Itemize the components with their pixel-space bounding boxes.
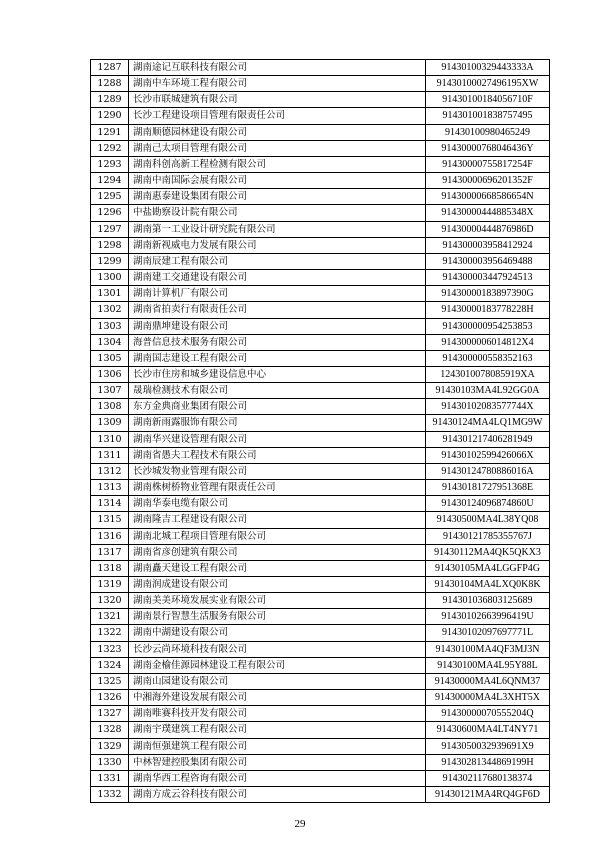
row-number: 1289 xyxy=(91,92,129,108)
company-name: 中林智建控股集团有限公司 xyxy=(129,754,426,770)
credit-code: 91430000755817254F xyxy=(426,156,550,172)
row-number: 1322 xyxy=(91,625,129,641)
company-name: 湖南唯赛科技开发有限公司 xyxy=(129,706,426,722)
company-name: 湖南国志建设工程有限公司 xyxy=(129,350,426,366)
credit-code: 91430000668586654N xyxy=(426,189,550,205)
credit-code: 914301036803125689 xyxy=(426,593,550,609)
table-row xyxy=(91,738,550,754)
credit-code: 91430104MA4LXQ0K8K xyxy=(426,577,550,593)
table-row xyxy=(91,302,550,318)
company-name: 湖南鼎坤建设有限公司 xyxy=(129,318,426,334)
company-name: 湖南建工交通建设有限公司 xyxy=(129,270,426,286)
credit-code: 91430121MA4RQ4GF6D xyxy=(426,787,550,803)
credit-code: 91430000768046436Y xyxy=(426,140,550,156)
company-name: 中盐勘察设计院有限公司 xyxy=(129,205,426,221)
table-row xyxy=(91,221,550,237)
table-row xyxy=(91,609,550,625)
company-name: 湖南润成建设有限公司 xyxy=(129,577,426,593)
company-name: 中湘海外建设发展有限公司 xyxy=(129,690,426,706)
credit-code: 91430124780886016A xyxy=(426,463,550,479)
table-row xyxy=(91,173,550,189)
row-number: 1313 xyxy=(91,480,129,496)
credit-code: 91430124096874860U xyxy=(426,496,550,512)
company-table-container xyxy=(90,59,550,803)
company-name: 湖南金榆佳源园林建设工程有限公司 xyxy=(129,657,426,673)
company-name: 湖南山园建设有限公司 xyxy=(129,673,426,689)
table-row xyxy=(91,463,550,479)
credit-code: 91430000183897390G xyxy=(426,286,550,302)
row-number: 1330 xyxy=(91,754,129,770)
credit-code: 91430121785355767J xyxy=(426,528,550,544)
company-name: 湖南顺德园林建设有限公司 xyxy=(129,124,426,140)
row-number: 1307 xyxy=(91,383,129,399)
table-row xyxy=(91,690,550,706)
row-number: 1324 xyxy=(91,657,129,673)
table-row xyxy=(91,657,550,673)
company-name: 东方金典商业集团有限公司 xyxy=(129,399,426,415)
row-number: 1296 xyxy=(91,205,129,221)
credit-code: 91430281344869199H xyxy=(426,754,550,770)
row-number: 1291 xyxy=(91,124,129,140)
company-name: 湖南中湖建设有限公司 xyxy=(129,625,426,641)
credit-code: 914300000558352163 xyxy=(426,350,550,366)
company-table xyxy=(90,59,550,803)
credit-code: 91430000183778228H xyxy=(426,302,550,318)
table-row xyxy=(91,641,550,657)
table-row xyxy=(91,237,550,253)
company-name: 湖南中车环境工程有限公司 xyxy=(129,76,426,92)
row-number: 1318 xyxy=(91,560,129,576)
row-number: 1308 xyxy=(91,399,129,415)
company-name: 海普信息技术服务有限公司 xyxy=(129,334,426,350)
credit-code: 91430100329443333A xyxy=(426,60,550,76)
row-number: 1304 xyxy=(91,334,129,350)
credit-code: 91430000696201352F xyxy=(426,173,550,189)
credit-code: 914300003958412924 xyxy=(426,237,550,253)
company-name: 湖南新雨露服饰有限公司 xyxy=(129,415,426,431)
row-number: 1305 xyxy=(91,350,129,366)
table-row xyxy=(91,140,550,156)
row-number: 1287 xyxy=(91,60,129,76)
table-row xyxy=(91,318,550,334)
credit-code: 1243010078085919XA xyxy=(426,366,550,382)
row-number: 1320 xyxy=(91,593,129,609)
credit-code: 91430124MA4LQ1MG9W xyxy=(426,415,550,431)
credit-code: 91430000MA4L3XHT5X xyxy=(426,690,550,706)
table-row xyxy=(91,156,550,172)
company-name: 湖南途记互联科技有限公司 xyxy=(129,60,426,76)
table-row xyxy=(91,124,550,140)
company-name: 湖南景行智慧生活服务有限公司 xyxy=(129,609,426,625)
credit-code: 91430102083577744X xyxy=(426,399,550,415)
row-number: 1306 xyxy=(91,366,129,382)
credit-code: 91430102663996419U xyxy=(426,609,550,625)
credit-code: 91430103MA4L92GG0A xyxy=(426,383,550,399)
table-row xyxy=(91,431,550,447)
table-row xyxy=(91,706,550,722)
table-row xyxy=(91,447,550,463)
row-number: 1295 xyxy=(91,189,129,205)
row-number: 1316 xyxy=(91,528,129,544)
row-number: 1302 xyxy=(91,302,129,318)
page-number: 29 xyxy=(294,818,306,830)
company-name: 湖南第一工业设计研究院有限公司 xyxy=(129,221,426,237)
row-number: 1323 xyxy=(91,641,129,657)
credit-code: 91430100MA4L95Y88L xyxy=(426,657,550,673)
table-row xyxy=(91,625,550,641)
row-number: 1292 xyxy=(91,140,129,156)
table-row xyxy=(91,512,550,528)
table-row xyxy=(91,722,550,738)
company-name: 湖南科创高新工程检测有限公司 xyxy=(129,156,426,172)
table-row xyxy=(91,92,550,108)
row-number: 1297 xyxy=(91,221,129,237)
table-row xyxy=(91,673,550,689)
company-table-body xyxy=(91,60,550,803)
row-number: 1309 xyxy=(91,415,129,431)
row-number: 1303 xyxy=(91,318,129,334)
row-number: 1331 xyxy=(91,770,129,786)
table-row xyxy=(91,496,550,512)
company-name: 湖南矗天建设工程有限公司 xyxy=(129,560,426,576)
row-number: 1293 xyxy=(91,156,129,172)
credit-code: 914300003956469488 xyxy=(426,253,550,269)
row-number: 1327 xyxy=(91,706,129,722)
table-row xyxy=(91,108,550,124)
row-number: 1329 xyxy=(91,738,129,754)
company-name: 湖南华西工程咨询有限公司 xyxy=(129,770,426,786)
row-number: 1326 xyxy=(91,690,129,706)
credit-code: 91430102097697771L xyxy=(426,625,550,641)
table-row xyxy=(91,366,550,382)
row-number: 1299 xyxy=(91,253,129,269)
company-name: 湖南华兴建设管理有限公司 xyxy=(129,431,426,447)
credit-code: 9143050032939691X9 xyxy=(426,738,550,754)
table-row xyxy=(91,205,550,221)
row-number: 1301 xyxy=(91,286,129,302)
table-row xyxy=(91,593,550,609)
company-name: 长沙市联城建筑有限公司 xyxy=(129,92,426,108)
credit-code: 914300000954253853 xyxy=(426,318,550,334)
company-name: 湖南惠泰建设集团有限公司 xyxy=(129,189,426,205)
company-name: 湖南美美环境发展实业有限公司 xyxy=(129,593,426,609)
table-row xyxy=(91,253,550,269)
company-name: 湖南新视威电力发展有限公司 xyxy=(129,237,426,253)
credit-code: 91430000MA4L6QNM37 xyxy=(426,673,550,689)
table-row xyxy=(91,415,550,431)
table-row xyxy=(91,399,550,415)
table-row xyxy=(91,528,550,544)
credit-code: 914300003447924513 xyxy=(426,270,550,286)
company-name: 长沙云尚环境科技有限公司 xyxy=(129,641,426,657)
table-row xyxy=(91,76,550,92)
table-row xyxy=(91,270,550,286)
row-number: 1310 xyxy=(91,431,129,447)
table-row xyxy=(91,770,550,786)
row-number: 1315 xyxy=(91,512,129,528)
credit-code: 914301001838757495 xyxy=(426,108,550,124)
credit-code: 91430100MA4QF3MJ3N xyxy=(426,641,550,657)
company-name: 湖南省拍卖行有限责任公司 xyxy=(129,302,426,318)
company-name: 湖南方成云谷科技有限公司 xyxy=(129,787,426,803)
credit-code: 91430105MA4LGGFP4G xyxy=(426,560,550,576)
row-number: 1317 xyxy=(91,544,129,560)
company-name: 湖南中南国际会展有限公司 xyxy=(129,173,426,189)
row-number: 1319 xyxy=(91,577,129,593)
row-number: 1314 xyxy=(91,496,129,512)
company-name: 长沙市住房和城乡建设信息中心 xyxy=(129,366,426,382)
row-number: 1300 xyxy=(91,270,129,286)
company-name: 湖南株树桥物业管理有限责任公司 xyxy=(129,480,426,496)
company-name: 湖南省彦创建筑有限公司 xyxy=(129,544,426,560)
credit-code: 91430100184056710F xyxy=(426,92,550,108)
table-row xyxy=(91,350,550,366)
company-name: 长沙工程建设项目管理有限责任公司 xyxy=(129,108,426,124)
table-row xyxy=(91,60,550,76)
row-number: 1328 xyxy=(91,722,129,738)
company-name: 湖南隆吉工程建设有限公司 xyxy=(129,512,426,528)
company-name: 湖南己太项目管理有限公司 xyxy=(129,140,426,156)
table-row xyxy=(91,189,550,205)
company-name: 晟瑞检测技术有限公司 xyxy=(129,383,426,399)
row-number: 1321 xyxy=(91,609,129,625)
credit-code: 91430000444876986D xyxy=(426,221,550,237)
table-row xyxy=(91,334,550,350)
credit-code: 91430000070555204Q xyxy=(426,706,550,722)
company-name: 湖南宇璞建筑工程有限公司 xyxy=(129,722,426,738)
credit-code: 91430100980465249 xyxy=(426,124,550,140)
credit-code: 91430500MA4L38YQ08 xyxy=(426,512,550,528)
company-name: 湖南恒强建筑工程有限公司 xyxy=(129,738,426,754)
table-row xyxy=(91,383,550,399)
company-name: 长沙城发物业管理有限公司 xyxy=(129,463,426,479)
row-number: 1294 xyxy=(91,173,129,189)
company-name: 湖南省愚夫工程技术有限公司 xyxy=(129,447,426,463)
table-row xyxy=(91,544,550,560)
row-number: 1325 xyxy=(91,673,129,689)
company-name: 湖南计算机厂有限公司 xyxy=(129,286,426,302)
table-row xyxy=(91,787,550,803)
company-name: 湖南华泰电缆有限公司 xyxy=(129,496,426,512)
credit-code: 9143000006014812X4 xyxy=(426,334,550,350)
row-number: 1312 xyxy=(91,463,129,479)
table-row xyxy=(91,480,550,496)
company-name: 湖南北城工程项目管理有限公司 xyxy=(129,528,426,544)
table-row xyxy=(91,286,550,302)
row-number: 1311 xyxy=(91,447,129,463)
table-row xyxy=(91,754,550,770)
credit-code: 914302117680138374 xyxy=(426,770,550,786)
credit-code: 91430181727951368E xyxy=(426,480,550,496)
company-name: 湖南辰建工程有限公司 xyxy=(129,253,426,269)
credit-code: 914301217406281949 xyxy=(426,431,550,447)
table-row xyxy=(91,560,550,576)
row-number: 1290 xyxy=(91,108,129,124)
credit-code: 91430112MA4QK5QKX3 xyxy=(426,544,550,560)
credit-code: 91430600MA4LT4NY71 xyxy=(426,722,550,738)
credit-code: 91430102599426066X xyxy=(426,447,550,463)
credit-code: 91430100027496195XW xyxy=(426,76,550,92)
credit-code: 91430000444885348X xyxy=(426,205,550,221)
table-row xyxy=(91,577,550,593)
row-number: 1288 xyxy=(91,76,129,92)
row-number: 1332 xyxy=(91,787,129,803)
row-number: 1298 xyxy=(91,237,129,253)
